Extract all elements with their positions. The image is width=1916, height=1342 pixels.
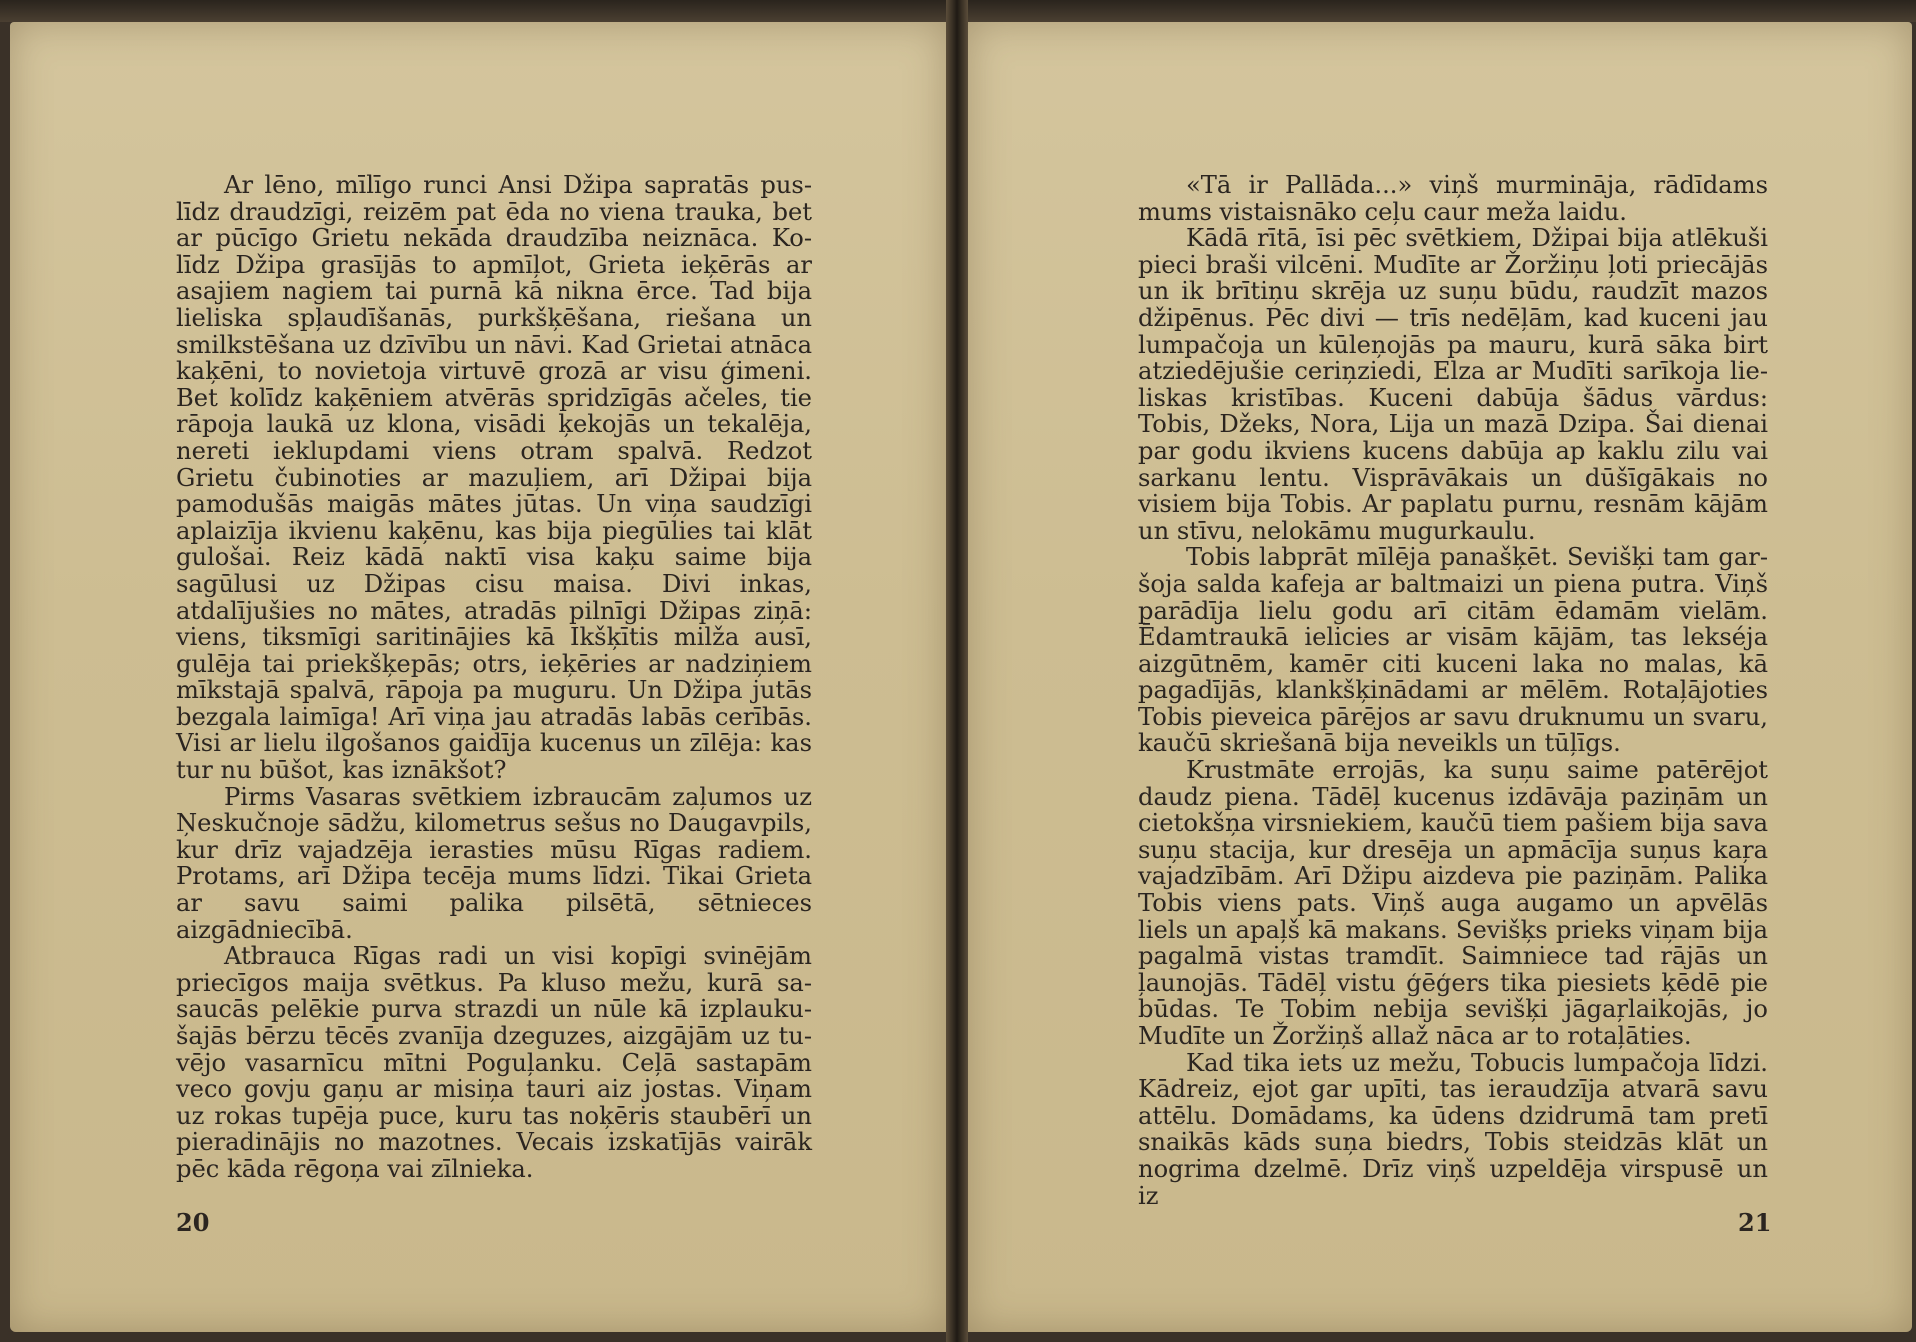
paragraph: Krustmāte errojās, ka suņu saime patērējot daudz piena. Tādēļ kucenus izdāvāja paziņām un cietokšņa virsniekiem, kaučū tiem pašiem bija sava suņu stacija, kur dresēja un apmācīja suņus kaŗa vajadzībām. Arī Džipu aizdeva pie paziņām. Palika Tobis viens pats. Viņš auga augamo un apvēlās liels un apaļš kā makans. Sevišķs prieks viņam bija pagalmā vistas tramdīt. Saimniece tad rājās un ļaunojās. Tādēļ vistu ģēģers tika piesiets ķēdē pie būdas. Te Tobim nebija sevišķi jāgaŗlaikojās, jo Mudīte un Žoržiņš allaž nāca ar to rotaļāties. bbox=[1138, 756, 1768, 1050]
paragraph: Kad tika iets uz mežu, Tobucis lumpačoja līdzi. Kādreiz, ejot gar upīti, tas ieraudzīja atvarā savu attēlu. Domādams, ka ūdens dzidrumā tam pretī snaikās kāds suņa biedrs, Tobis steidzās klāt un nogrima dzelmē. Drīz viņš uzpeldēja virspusē un iz bbox=[1138, 1048, 1768, 1210]
page-number: 21 bbox=[1738, 1208, 1772, 1237]
right-page-text bbox=[1138, 172, 1768, 1209]
book-gutter bbox=[946, 0, 968, 1342]
paragraph: Kādā rītā, īsi pēc svētkiem, Džipai bija atlēkuši pieci braši vilcēni. Mudīte ar Žoržiņu ļoti priecājās un ik brītiņu skrēja uz suņu būdu, raudzīt mazos džipēnus. Pēc divi — trīs nedēļām, kad kuceni jau lumpačoja un kūleņojās pa mauru, kurā sāka birt atziedējušie ceriņziedi, Elza ar Mudīti sarīkoja lieliskas kristības. Kuceni dabūja šādus vārdus: Tobis, Džeks, Nora, Lija un mazā Dzipa. Šai dienai par godu ikviens kucens dabūja ap kaklu zilu vai sarkanu lentu. Visprāvākais un dūšīgākais no visiem bija Tobis. Ar paplatu purnu, resnām kājām un stīvu, nelokāmu mugurkaulu. bbox=[1138, 224, 1768, 545]
left-page bbox=[10, 22, 946, 1332]
paragraph: Atbrauca Rīgas radi un visi kopīgi svinējām priecīgos maija svētkus. Pa kluso mežu, kurā sasaucās pelēkie purva strazdi un nūle kā izplaukušajās bērzu tēcēs zvanīja dzeguzes, aizgājām uz tuvējo vasarnīcu mītni Poguļanku. Ceļā sastapām veco govju gaņu ar misiņa tauri aiz jostas. Viņam uz rokas tupēja puce, kuru tas noķēris staubērī un pieradinājis no mazotnes. Vecais izskatījās vairāk pēc kāda rēgoņa vai zīlnieka. bbox=[176, 942, 812, 1183]
left-page-text bbox=[176, 172, 812, 1183]
paragraph: «Tā ir Pallāda...» viņš murmināja, rādīdams mums vistaisnāko ceļu caur meža laidu. bbox=[1138, 171, 1768, 226]
page-number: 20 bbox=[176, 1208, 210, 1237]
paragraph: Tobis labprāt mīlēja panašķēt. Sevišķi tam garšoja salda kafeja ar baltmaizi un piena putra. Viņš parādīja lielu godu arī citām ēdamām vielām. Ēdamtraukā ielicies ar visām kājām, tas lekséja aizgūtnēm, kamēr citi kuceni laka no malas, kā pagadījās, klankšķinādami ar mēlēm. Rotaļājoties Tobis pieveica pārējos ar savu druknumu un svaru, kaučū skriešanā bija neveikls un tūļīgs. bbox=[1138, 543, 1768, 758]
paragraph: Ar lēno, mīlīgo runci Ansi Džipa sapratās puslīdz draudzīgi, reizēm pat ēda no viena trauka, bet ar pūcīgo Grietu nekāda draudzība neiznāca. Kolīdz Džipa grasījās to apmīļot, Grieta ieķērās ar asajiem nagiem tai purnā kā nikna ērce. Tad bija lieliska spļaudīšanās, purkšķēšana, riešana un smilkstēšana uz dzīvību un nāvi. Kad Grietai atnāca kaķēni, to novietoja virtuvē grozā ar visu ģimeni. Bet kolīdz kaķēniem atvērās spridzīgās ačeles, tie rāpoja laukā uz klona, visādi ķekojās un tekalēja, nereti ieklupdami viens otram spalvā. Redzot Grietu čubinoties ar mazuļiem, arī Džipai bija pamodušās maigās mātes jūtas. Un viņa saudzīgi aplaizīja ikvienu kaķēnu, kas bija piegūlies tai klāt gulošai. Reiz kādā naktī visa kaķu saime bija sagūlusi uz Džipas cisu maisa. Divi inkas, atdalījušies no mātes, atradās pilnīgi Džipas ziņā: viens, tiksmīgi saritinājies kā Ikšķītis milža ausī, gulēja tai priekšķepās; otrs, ieķēries ar nadziņiem mīkstajā spalvā, rāpoja pa muguru. Un Džipa jutās bezgala laimīga! Arī viņa jau atradās labās cerībās. Visi ar lielu ilgošanos gaidīja kucenus un zīlēja: kas tur nu būšot, kas iznākšot? bbox=[176, 171, 812, 785]
right-page bbox=[968, 22, 1912, 1332]
paragraph: Pirms Vasaras svētkiem izbraucām zaļumos uz Ņeskučnoje sādžu, kilometrus sešus no Daugavpils, kur drīz vajadzēja ierasties mūsu Rīgas radiem. Protams, arī Džipa tecēja mums līdzi. Tikai Grieta ar savu saimi palika pilsētā, sētnieces aizgādniecībā. bbox=[176, 782, 812, 944]
